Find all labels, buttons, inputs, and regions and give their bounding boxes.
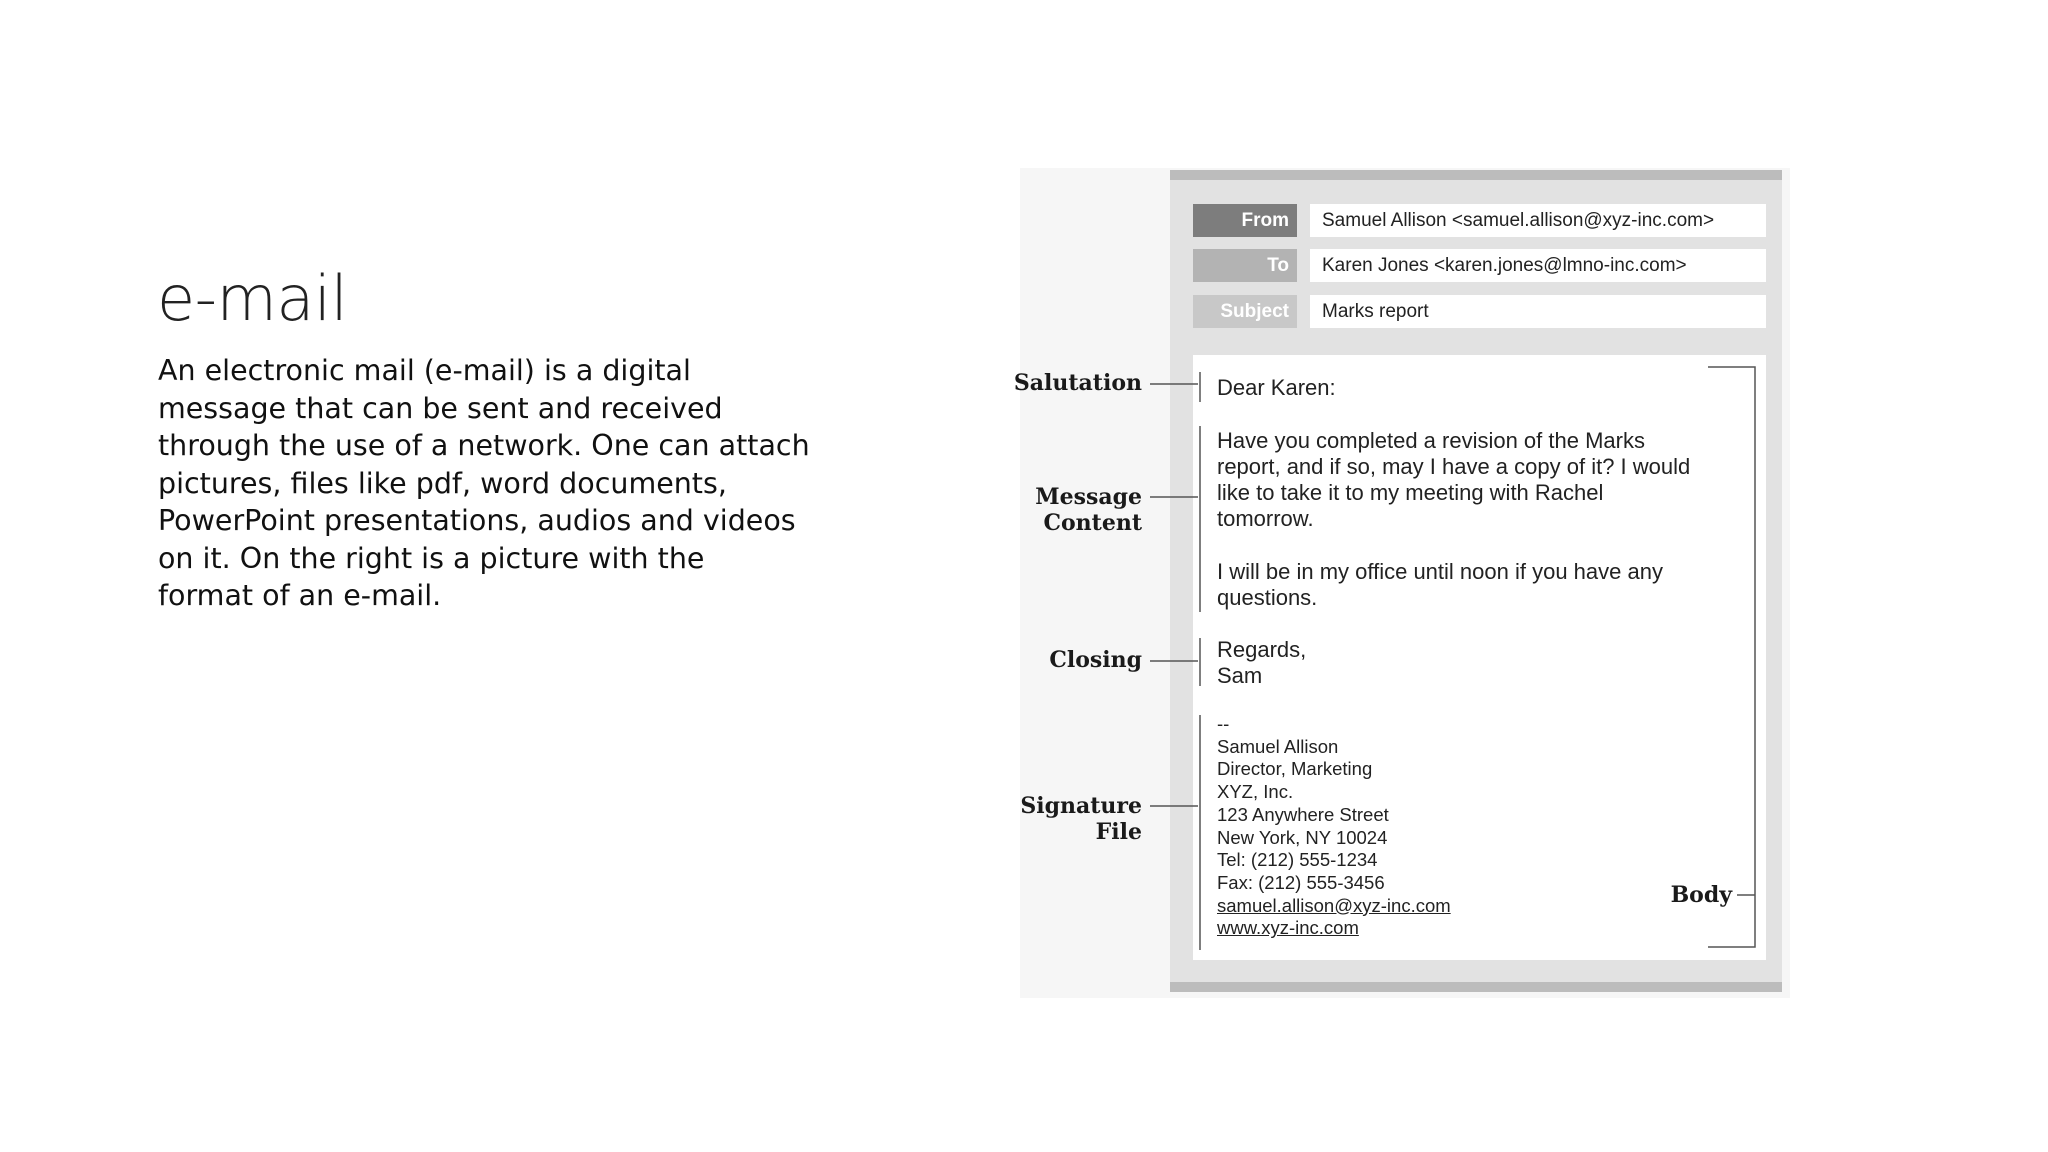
signature-line: 123 Anywhere Street (1217, 803, 1389, 825)
to-label: To (1193, 249, 1297, 282)
closing-line: Regards, (1217, 637, 1307, 662)
description-line: message that can be sent and received (158, 391, 723, 425)
description-line: through the use of a network. One can attach (158, 429, 810, 462)
salutation-line: Dear Karen: (1217, 375, 1336, 400)
body-bracket (1708, 367, 1755, 947)
signature-line: New York, NY 10024 (1217, 826, 1388, 848)
message-line: I will be in my office until noon if you have any (1217, 559, 1663, 584)
signature-website-link[interactable]: www.xyz-inc.com (1217, 917, 1359, 939)
message-line: like to take it to my meeting with Rachel (1217, 480, 1604, 505)
signature-line: XYZ, Inc. (1217, 781, 1294, 803)
slide-title: e-mail (157, 262, 348, 335)
description-line: pictures, files like pdf, word documents, (158, 466, 727, 500)
callout-message-text: Message (1035, 484, 1142, 510)
signature-line: Fax: (212) 555-3456 (1217, 871, 1385, 893)
message-line: tomorrow. (1217, 506, 1314, 531)
callout-content-text: Content (1043, 510, 1142, 536)
callout-body-text: Body (1670, 882, 1732, 908)
message-line: Have you completed a revision of the Marks (1217, 428, 1645, 453)
signature-line: -- (1217, 713, 1230, 734)
from-label: From (1193, 204, 1297, 237)
message-line: report, and if so, may I have a copy of it? I would (1217, 454, 1691, 479)
signature-email-link[interactable]: samuel.allison@xyz-inc.com (1217, 894, 1451, 916)
from-field: Samuel Allison <samuel.allison@xyz-inc.com> (1310, 204, 1766, 237)
signature-line: Tel: (212) 555-1234 (1217, 849, 1378, 871)
message-line: questions. (1217, 585, 1318, 610)
description-line: An electronic mail (e-mail) is a digital (158, 354, 691, 387)
to-field: Karen Jones <karen.jones@lmno-inc.com> (1310, 249, 1766, 282)
callout-salutation-text: Salutation (1013, 370, 1142, 396)
description-line: format of an e-mail. (158, 579, 442, 612)
callout-signature-text: Signature (1020, 793, 1142, 819)
signature-line: Samuel Allison (1217, 735, 1339, 757)
subject-label: Subject (1193, 295, 1297, 328)
callout-file-text: File (1095, 819, 1142, 845)
subject-field: Marks report (1310, 295, 1766, 328)
description-line: PowerPoint presentations, audios and videos (158, 504, 796, 537)
callout-closing-text: Closing (1049, 647, 1142, 673)
closing-line: Sam (1217, 663, 1263, 688)
description-line: on it. On the right is a picture with the (158, 541, 705, 575)
signature-line: Director, Marketing (1217, 758, 1373, 780)
